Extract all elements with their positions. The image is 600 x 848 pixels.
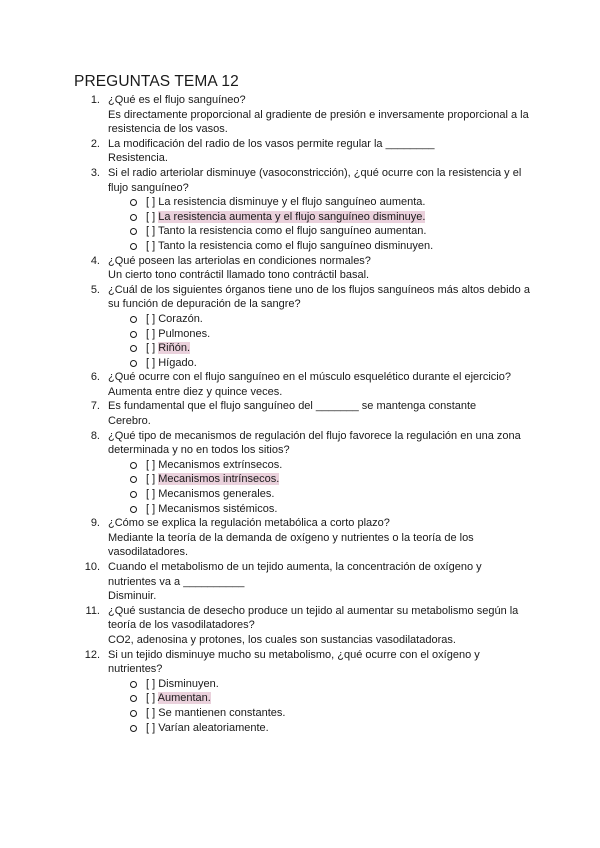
page-title: PREGUNTAS TEMA 12 xyxy=(74,73,239,90)
option-item xyxy=(130,706,530,721)
question-text: ¿Cómo se explica la regulación metabólica a corto plazo? xyxy=(108,517,390,530)
option-item xyxy=(130,195,530,210)
option-item xyxy=(130,312,530,327)
hollow-circle-bullet-icon xyxy=(130,491,137,498)
checkbox-marker: [ ] xyxy=(146,225,159,238)
hollow-circle-bullet-icon xyxy=(130,228,137,235)
option-list xyxy=(108,458,530,516)
answer-text: Cerebro. xyxy=(108,415,151,428)
option-item xyxy=(130,327,530,342)
hollow-circle-bullet-icon xyxy=(130,462,137,469)
answer-text: Aumenta entre diez y quince veces. xyxy=(108,385,283,398)
option-item xyxy=(130,502,530,517)
hollow-circle-bullet-icon xyxy=(130,199,137,206)
question-item xyxy=(74,166,530,254)
option-item xyxy=(130,210,530,225)
question-text: Cuando el metabolismo de un tejido aumenta, la concentración de oxígeno y nutrientes va a __________ xyxy=(108,561,482,588)
highlighted-correct-option-text: Aumentan. xyxy=(157,692,211,705)
hollow-circle-bullet-icon xyxy=(130,360,137,367)
question-number: 12. xyxy=(84,648,100,661)
question-text: ¿Qué poseen las arteriolas en condiciones normales? xyxy=(108,254,371,267)
hollow-circle-bullet-icon xyxy=(130,243,137,250)
option-item xyxy=(130,721,530,736)
question-text: ¿Qué ocurre con el flujo sanguíneo en el músculo esquelético durante el ejercicio? xyxy=(108,371,511,384)
question-number: 6. xyxy=(90,371,100,384)
hollow-circle-bullet-icon xyxy=(130,710,137,717)
option-item xyxy=(130,458,530,473)
answer-text: Es directamente proporcional al gradiente de presión e inversamente proporcional a la resistencia de los vasos. xyxy=(108,108,529,136)
question-number: 2. xyxy=(90,137,100,150)
option-item xyxy=(130,356,530,371)
option-text: Pulmones. xyxy=(158,327,211,340)
option-text: La resistencia disminuye y el flujo sanguíneo aumenta. xyxy=(158,196,426,209)
question-item xyxy=(74,93,530,137)
checkbox-marker: [ ] xyxy=(146,239,159,252)
checkbox-marker: [ ] xyxy=(146,210,159,223)
option-item xyxy=(130,341,530,356)
question-number: 7. xyxy=(90,400,100,413)
checkbox-marker: [ ] xyxy=(146,721,159,734)
answer-text: Mediante la teoría de la demanda de oxígeno y nutrientes o la teoría de los vasodilatadores. xyxy=(108,531,474,559)
question-text: ¿Qué tipo de mecanismos de regulación del flujo favorece la regulación en una zona determinada y no en todos los sitios? xyxy=(108,429,521,457)
option-item xyxy=(130,487,530,502)
option-text: Disminuyen. xyxy=(158,677,219,690)
hollow-circle-bullet-icon xyxy=(130,345,137,352)
highlighted-correct-option-text: Riñón. xyxy=(158,342,191,355)
checkbox-marker: [ ] xyxy=(146,677,159,690)
checkbox-marker: [ ] xyxy=(146,473,159,486)
question-number: 10. xyxy=(84,561,100,573)
option-item xyxy=(130,691,530,706)
option-item xyxy=(130,472,530,487)
question-item xyxy=(74,516,530,560)
question-text: Si el radio arteriolar disminuye (vasoconstricción), ¿qué ocurre con la resistencia y el flujo sanguíneo? xyxy=(108,166,522,194)
question-item xyxy=(74,648,530,736)
question-number: 3. xyxy=(90,166,100,179)
checkbox-marker: [ ] xyxy=(146,706,159,719)
option-item xyxy=(130,239,530,254)
question-text: Si un tejido disminuye mucho su metabolismo, ¿qué ocurre con el oxígeno y nutrientes? xyxy=(108,648,480,676)
hollow-circle-bullet-icon xyxy=(130,725,137,732)
option-text: Corazón. xyxy=(158,312,203,325)
question-item xyxy=(74,370,530,399)
question-item xyxy=(74,254,530,283)
option-text: Se mantienen constantes. xyxy=(158,706,286,719)
checkbox-marker: [ ] xyxy=(146,196,159,209)
checkbox-marker: [ ] xyxy=(146,488,159,501)
highlighted-correct-option-text: La resistencia aumenta y el flujo sanguíneo disminuye. xyxy=(158,210,426,223)
checkbox-marker: [ ] xyxy=(146,356,159,369)
option-text: Varían aleatoriamente. xyxy=(158,721,269,734)
answer-text: CO2, adenosina y protones, los cuales son sustancias vasodilatadoras. xyxy=(108,633,456,646)
hollow-circle-bullet-icon xyxy=(130,695,137,702)
option-text: Hígado. xyxy=(158,356,197,369)
option-item xyxy=(130,677,530,692)
option-item xyxy=(130,224,530,239)
hollow-circle-bullet-icon xyxy=(130,331,137,338)
option-list xyxy=(108,195,530,253)
checkbox-marker: [ ] xyxy=(146,327,159,340)
hollow-circle-bullet-icon xyxy=(130,316,137,323)
question-item xyxy=(74,560,530,604)
hollow-circle-bullet-icon xyxy=(130,681,137,688)
question-number: 11. xyxy=(85,604,100,617)
option-text: Tanto la resistencia como el flujo sanguíneo disminuyen. xyxy=(158,239,434,252)
question-item xyxy=(74,399,530,428)
question-item xyxy=(74,429,530,517)
question-number: 4. xyxy=(90,254,100,267)
option-text: Mecanismos extrínsecos. xyxy=(158,458,283,471)
checkbox-marker: [ ] xyxy=(146,502,159,515)
option-text: Tanto la resistencia como el flujo sanguíneo aumentan. xyxy=(158,225,427,238)
hollow-circle-bullet-icon xyxy=(130,476,137,483)
question-item xyxy=(74,283,530,371)
option-list xyxy=(108,677,530,735)
checkbox-marker: [ ] xyxy=(146,342,159,355)
option-text: Mecanismos sistémicos. xyxy=(158,502,278,515)
question-text: ¿Cuál de los siguientes órganos tiene uno de los flujos sanguíneos más altos debido a su función de depuración de la sangre? xyxy=(108,283,530,311)
checkbox-marker: [ ] xyxy=(146,458,159,471)
hollow-circle-bullet-icon xyxy=(130,506,137,513)
checkbox-marker: [ ] xyxy=(146,312,159,325)
highlighted-correct-option-text: Mecanismos intrínsecos. xyxy=(158,473,280,486)
question-item xyxy=(74,604,530,648)
answer-text: Disminuir. xyxy=(108,590,157,603)
question-number: 1. xyxy=(90,94,100,106)
answer-text: Resistencia. xyxy=(108,152,168,165)
hollow-circle-bullet-icon xyxy=(130,214,137,221)
question-list xyxy=(74,93,530,735)
question-text: Es fundamental que el flujo sanguíneo del _______ se mantenga constante xyxy=(108,400,477,413)
checkbox-marker: [ ] xyxy=(146,692,158,705)
question-number: 9. xyxy=(90,517,100,530)
question-item xyxy=(74,137,530,166)
question-text: ¿Qué sustancia de desecho produce un tejido al aumentar su metabolismo según la teoría de los vasodilatadores? xyxy=(108,604,519,632)
question-number: 5. xyxy=(90,283,100,296)
option-text: Mecanismos generales. xyxy=(158,488,275,501)
answer-text: Un cierto tono contráctil llamado tono contráctil basal. xyxy=(108,269,370,282)
question-text: La modificación del radio de los vasos permite regular la ________ xyxy=(108,137,435,150)
option-list xyxy=(108,312,530,370)
question-text: ¿Qué es el flujo sanguíneo? xyxy=(108,94,246,106)
question-number: 8. xyxy=(90,429,100,442)
